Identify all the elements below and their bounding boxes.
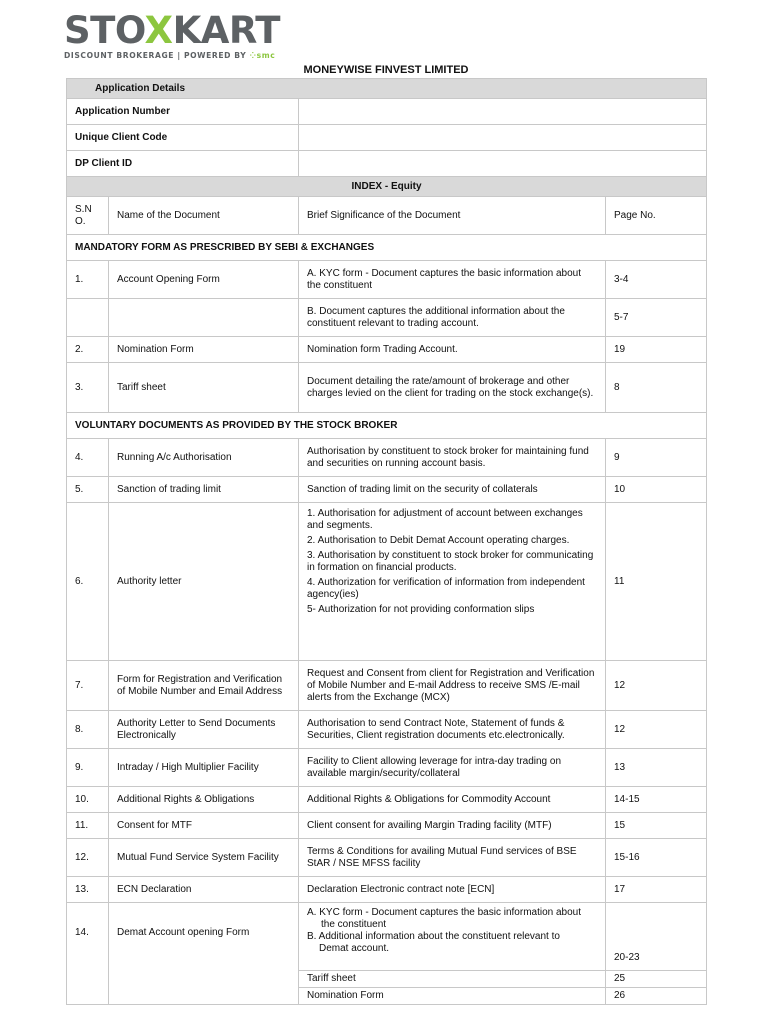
col-sno: S.N O. [67,197,109,235]
table-row: 13. ECN Declaration Declaration Electronic contract note [ECN] 17 [67,877,707,903]
table-row: Tariff sheet 25 [67,971,707,988]
table-row: 10. Additional Rights & Obligations Additional Rights & Obligations for Commodity Account 14-15 [67,787,707,813]
table-row: Nomination Form 26 [67,988,707,1005]
index-header-row [67,197,707,235]
table-row: 9. Intraday / High Multiplier Facility Facility to Client allowing leverage for intra-day trading on available margin/security/collateral 13 [67,749,707,787]
table-row: 8. Authority Letter to Send Documents Electronically Authorisation to send Contract Note, Statement of funds & Securities, Client registration documents etc.electronically. 12 [67,711,707,749]
company-name: MONEYWISE FINVEST LIMITED [303,64,469,76]
table-row: B. Document captures the additional information about the constituent relevant to trading account. 5-7 [67,299,707,337]
table-row: 4. Running A/c Authorisation Authorisation by constituent to stock broker for maintaining fund and securities on running account basis. 9 [67,439,707,477]
table-row: 12. Mutual Fund Service System Facility Terms & Conditions for availing Mutual Fund services of BSE StAR / NSE MFSS facility 15-16 [67,839,707,877]
table-row: 11. Consent for MTF Client consent for availing Margin Trading facility (MTF) 15 [67,813,707,839]
index-title: INDEX - Equity [67,177,707,197]
table-row: 5. Sanction of trading limit Sanction of trading limit on the security of collaterals 10 [67,477,707,503]
application-details-header: Application Details [67,79,707,99]
col-significance: Brief Significance of the Document [299,197,606,235]
authority-note-3: 3. Authorisation by constituent to stock broker for communicating in formation on financial products. [307,550,594,573]
col-name: Name of the Document [109,197,299,235]
mandatory-heading: MANDATORY FORM AS PRESCRIBED BY SEBI & EXCHANGES [67,235,707,261]
table-row: 7. Form for Registration and Verification of Mobile Number and Email Address Request and Consent from client for Registration and Verification of Mobile Number and E-mail Address to receive SMS /E-mail alerts from the Exchange (MCX) 12 [67,661,707,711]
unique-client-code-field[interactable] [299,125,707,151]
demat-note-a2: the constituent [321,919,387,930]
dp-client-id-field[interactable] [299,151,707,177]
demat-note-b: B. Additional information about the constituent relevant to [307,931,560,942]
application-number-label: Application Number [67,99,299,125]
authority-note-2: 2. Authorisation to Debit Demat Account operating charges. [307,535,570,546]
application-number-field[interactable] [299,99,707,125]
demat-note-b2: Demat account. [319,943,390,954]
demat-note-a: A. KYC form - Document captures the basic information about [307,907,582,918]
logo-wordmark: STOXKART [64,9,280,52]
table-row: 3. Tariff sheet Document detailing the rate/amount of brokerage and other charges levied on the client for trading on the stock exchange(s). 8 [67,363,707,413]
table-row: 6. Authority letter 1. Authorisation for adjustment of account between exchanges and segments. 2. Authorisation to Debit Demat Account operating charges. 3. Authorisation by constituent to stock broker for communicating in formation on financial products. 4. Authorization for verification of information from independent agency(ies) 5- Authorization for not providing conformation slips 11 [67,503,707,661]
authority-note-1: 1. Authorisation for adjustment of account between exchanges and segments. [307,508,583,531]
dp-client-id-label: DP Client ID [67,151,299,177]
table-row: 14. Demat Account opening Form A. KYC form - Document captures the basic information about the constituent B. Additional information about the constituent relevant to Demat account. 20-23 [67,903,707,971]
table-row: 2. Nomination Form Nomination form Trading Account. 19 [67,337,707,363]
voluntary-heading: VOLUNTARY DOCUMENTS AS PROVIDED BY THE STOCK BROKER [67,413,707,439]
authority-note-4: 4. Authorization for verification of information from independent agency(ies) [307,577,585,600]
stoxkart-logo [64,9,314,62]
logo-tagline: DISCOUNT BROKERAGE | POWERED BY ⁘smc [64,51,276,60]
unique-client-code-label: Unique Client Code [67,125,299,151]
col-page: Page No. [606,197,707,235]
application-index-table [66,78,707,1005]
authority-note-5: 5- Authorization for not providing conformation slips [307,604,535,615]
table-row: 1. Account Opening Form A. KYC form - Document captures the basic information about the constituent 3-4 [67,261,707,299]
